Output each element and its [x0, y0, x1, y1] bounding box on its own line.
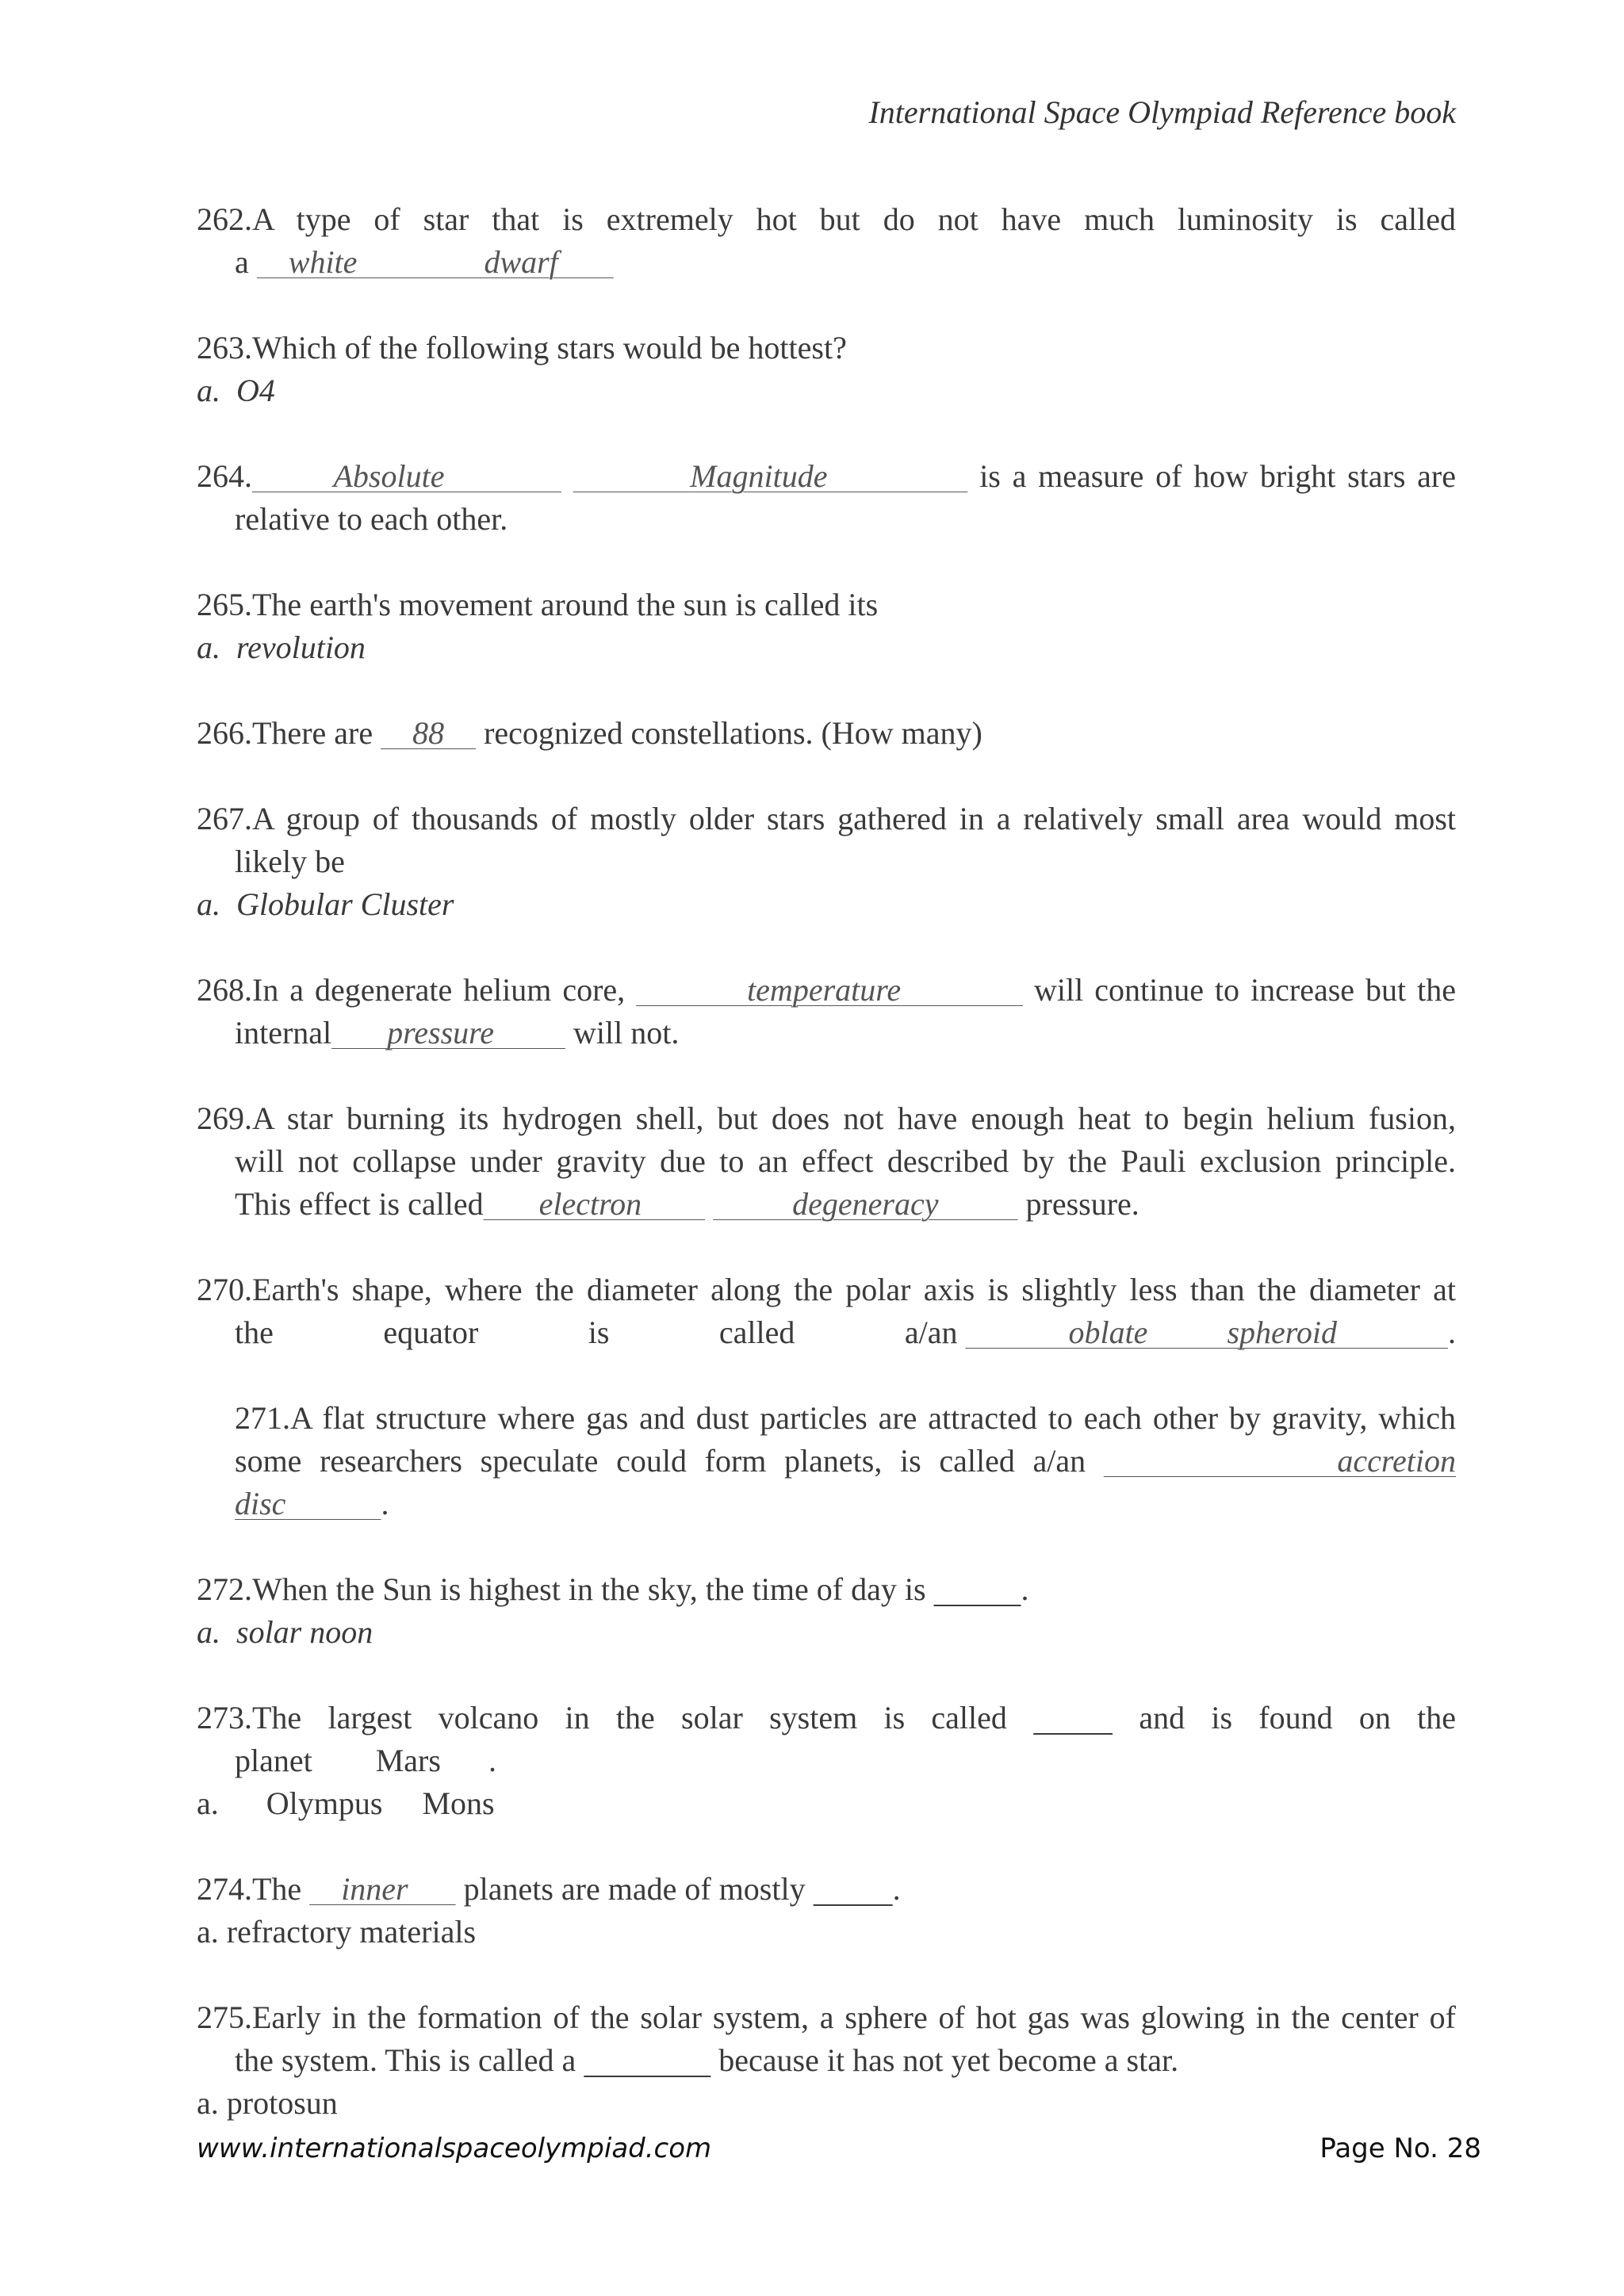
question-263 — [197, 327, 1456, 412]
question-number: 270. — [197, 1272, 252, 1307]
question-273: 273.The largest volcano in the solar system is called and is found on the planet Mars . a. Olympus Mons — [197, 1697, 1456, 1825]
page-number: Page No. 28 — [1320, 2133, 1481, 2164]
answer: a. revolution — [197, 629, 366, 665]
footer-url[interactable]: www.internationalspaceolympiad.com — [197, 2133, 712, 2164]
question-text: The earth's movement around the sun is called its — [252, 587, 879, 622]
answer: a. protosun — [197, 2085, 338, 2121]
question-list — [197, 198, 1456, 2168]
blank — [934, 1571, 1021, 1607]
answer-fill: temperature — [747, 972, 902, 1008]
question-268: 268.In a degenerate helium core, temperature will continue to increase but the internal pressure will not. — [197, 972, 1457, 1050]
question-266: 266.There are 88 recognized constellations. (How many) — [197, 715, 982, 751]
answer-fill: electron — [538, 1186, 642, 1222]
question-275: 275.Early in the formation of the solar system, a sphere of hot gas was glowing in the center of the system. This is called a because it has not yet become a star. a. protosun — [197, 1996, 1456, 2125]
question-text: Which of the following stars would be hottest? — [252, 330, 847, 365]
answer-fill: oblate spheroid — [1068, 1314, 1337, 1350]
question-number: 268. — [197, 972, 252, 1008]
answer-fill: accretion — [1337, 1443, 1456, 1479]
answer: a. Olympus Mons — [197, 1785, 495, 1821]
question-262: 262.A type of star that is extremely hot but do not have much luminosity is called a white dwarf — [197, 201, 1456, 280]
question-number: 271. — [235, 1400, 290, 1436]
blank — [584, 2042, 710, 2078]
blank — [1033, 1700, 1113, 1735]
question-270: 270.Earth's shape, where the diameter along the polar axis is slightly less than the diameter at the equator is called a/an oblate spheroid . — [197, 1272, 1456, 1350]
answer-fill: pressure — [387, 1015, 494, 1050]
blank — [814, 1871, 893, 1907]
question-number: 266. — [197, 715, 252, 751]
question-number: 263. — [197, 330, 252, 365]
question-text: A type of star that is extremely hot but do not have much luminosity is called — [252, 201, 1456, 237]
question-267: 267.A group of thousands of mostly older stars gathered in a relatively small area would most likely be a. Globular Cluster — [197, 798, 1456, 926]
answer: a. Globular Cluster — [197, 886, 454, 922]
answer-fill: inner — [341, 1871, 408, 1907]
question-number: 269. — [197, 1100, 252, 1136]
answer: a. refractory materials — [197, 1914, 477, 1950]
question-number: 272. — [197, 1571, 252, 1607]
question-text: is a measure of how bright stars are — [979, 458, 1457, 494]
page-header: International Space Olympiad Reference book — [868, 94, 1456, 130]
question-271: 271.A flat structure where gas and dust particles are attracted to each other by gravity, which some researchers speculate could form planets, is called a/an accretion disc . — [235, 1400, 1456, 1521]
question-264: 264. Absolute Magnitude is a measure of how bright stars are relative to each other. — [197, 458, 1457, 537]
question-number: 275. — [197, 1999, 252, 2035]
question-number: 262. — [197, 201, 252, 237]
answer-fill: Magnitude — [690, 458, 828, 494]
answer-fill: Absolute — [333, 458, 445, 494]
answer-fill: degeneracy — [792, 1186, 939, 1222]
question-number: 274. — [197, 1871, 252, 1907]
question-265 — [197, 584, 1456, 669]
question-number: 264. — [197, 458, 252, 494]
question-269: 269.A star burning its hydrogen shell, but does not have enough heat to begin helium fusion, will not collapse under gravity due to an effect described by the Pauli exclusion principle. This effect is called electron degeneracy pressure. — [197, 1100, 1456, 1222]
question-number: 273. — [197, 1700, 252, 1735]
answer-fill: white dwarf — [288, 244, 558, 280]
question-272: 272.When the Sun is highest in the sky, the time of day is . a. solar noon — [197, 1568, 1456, 1654]
question-number: 267. — [197, 801, 252, 836]
answer: a. O4 — [197, 373, 275, 408]
answer: a. solar noon — [197, 1614, 373, 1650]
question-274: 274.The inner planets are made of mostly . a. refractory materials — [197, 1868, 1456, 1954]
question-text: recognized constellations. (How many) — [476, 715, 982, 751]
answer-fill: 88 — [412, 715, 445, 751]
answer-fill: disc — [235, 1486, 286, 1521]
question-number: 265. — [197, 587, 252, 622]
question-text: A group of thousands of mostly older stars gathered in a relatively small area would most — [252, 801, 1456, 836]
